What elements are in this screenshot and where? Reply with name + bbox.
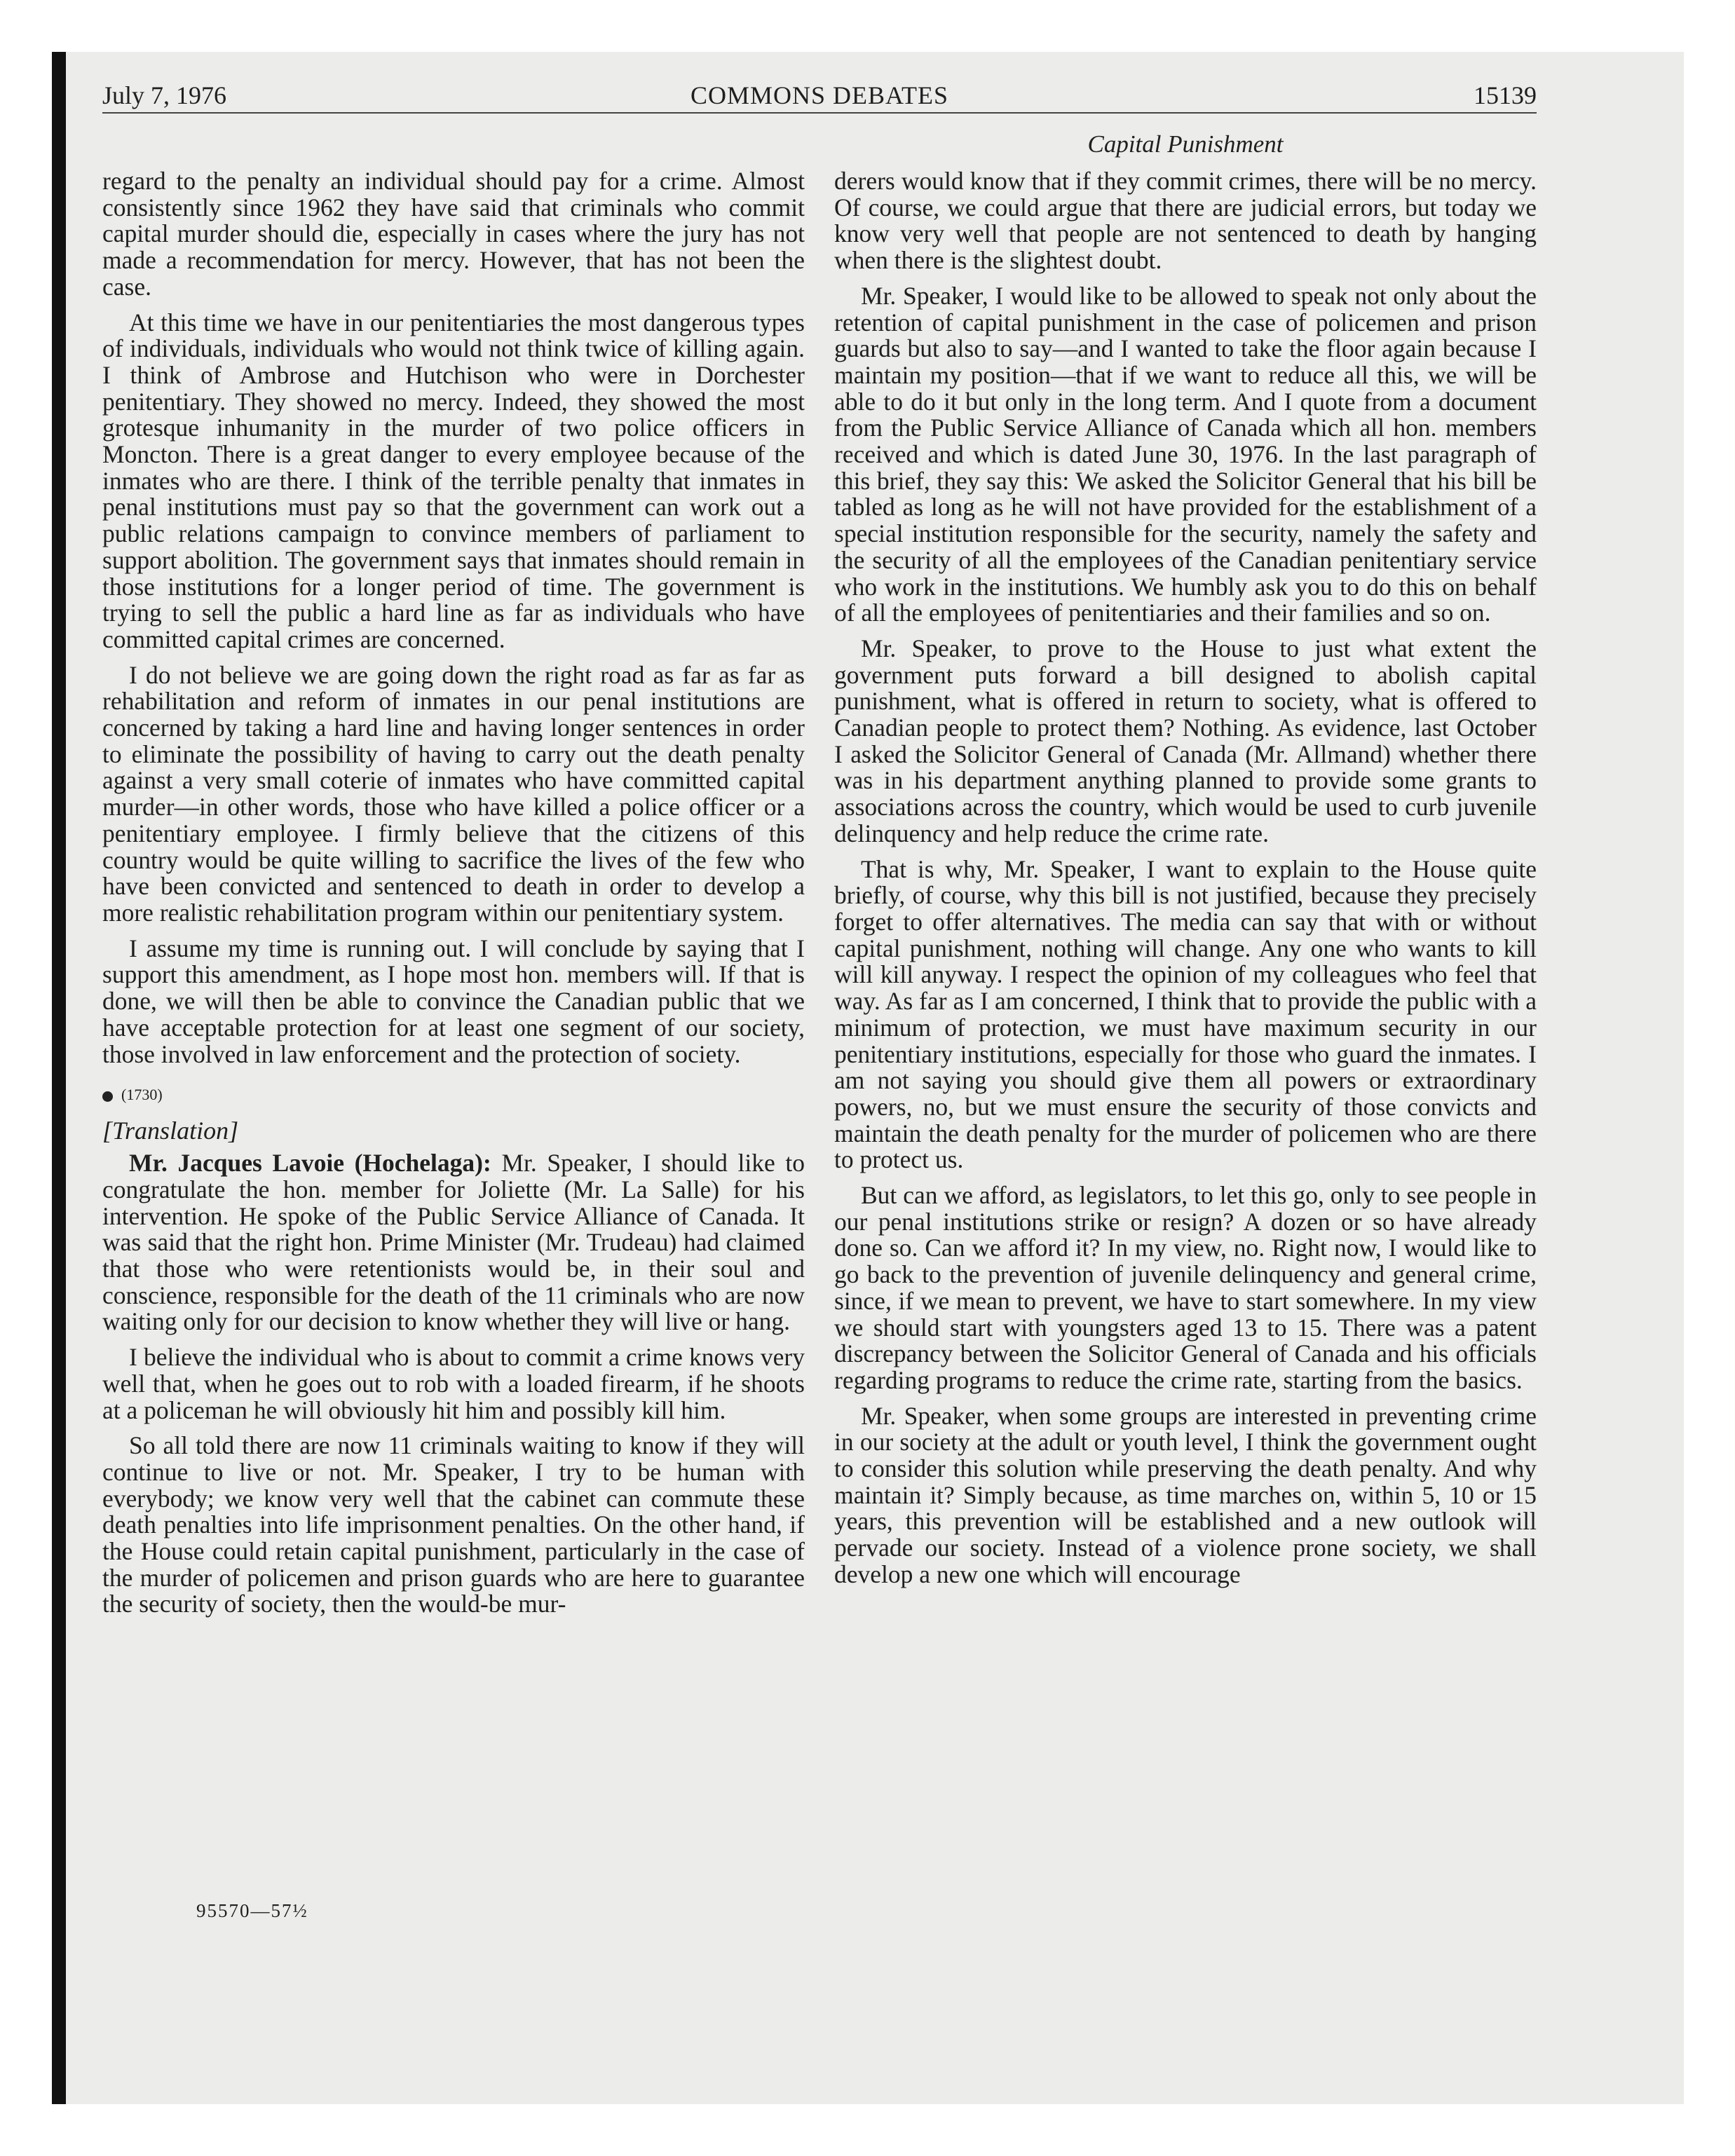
paragraph: Mr. Speaker, when some groups are interested in preventing crime in our society at the adult or youth level, I think the government ought to consider this solution while preserving the death penalty. And why maintain it? Simply because, as time marches on, within 5, 10 or 15 years, this prevention will be established and a new outlook will pervade our society. Instead of a violence prone society, we shall develop a new one which will encourage [834, 1401, 1537, 1588]
paragraph: I believe the individual who is about to commit a crime knows very well that, when he goes out to rob with a loaded firearm, if he shoots at a policeman he will obviously hit him and possibly kill him. [102, 1343, 805, 1424]
left-column [102, 168, 805, 1627]
paragraph: But can we afford, as legislators, to let this go, only to see people in our penal institutions strike or resign? A dozen or so have already done so. Can we afford it? In my view, no. Right now, I would like to go back to the prevention of juvenile delinquency and general crime, since, if we mean to prevent, we have to start somewhere. In my view we should start with youngsters aged 13 to 15. There was a patent discrepancy between the Solicitor General of Canada and his officials regarding programs to reduce the crime rate, starting from the basics. [834, 1181, 1537, 1394]
right-column [834, 168, 1537, 1597]
speaker-paragraph [102, 1150, 805, 1335]
paragraph: Mr. Speaker, I would like to be allowed to speak not only about the retention of capital punishment in the case of policemen and prison guards but also to say—and I wanted to take the floor again because I maintain my position—that if we want to reduce all this, we will be able to do it but only in the long term. And I quote from a document from the Public Service Alliance of Canada which all hon. members received and which is dated June 30, 1976. In the last paragraph of this brief, they say this: We asked the Solicitor General that his bill be tabled as long as he will not have provided for the establishment of a special institution responsible for the security, namely the safety and the security of all the employees of the Canadian penitentiary service who work in the institutions. We humbly ask you to do this on behalf of all the employees of penitentiaries and their families and so on. [834, 281, 1537, 627]
time-marker [102, 1084, 805, 1105]
header-page-number: 15139 [1474, 81, 1537, 109]
paragraph: I do not believe we are going down the right road as far as far as rehabilitation and reform of inmates in our penal institutions are concerned by taking a hard line and having longer sentences in order to eliminate the possibility of having to carry out the death penalty against a very small coterie of inmates who have committed capital murder—in other words, those who have killed a police officer or a penitentiary employee. I firmly believe that the citizens of this country would be quite willing to sacrifice the lives of the few who have been convicted and sentenced to death in order to develop a more realistic rehabilitation program within our penitentiary system. [102, 660, 805, 927]
translation-label: [Translation] [102, 1117, 239, 1145]
paragraph: So all told there are now 11 criminals waiting to know if they will continue to live or not. Mr. Speaker, I try to be human with everybody; we know very well that the cabinet can commute these death penalties into life imprisonment penalties. On the other hand, if the House could retain capital punishment, particularly in the case of the murder of policemen and prison guards who are here to guarantee the security of society, then the would-be mur- [102, 1431, 805, 1618]
paragraph: derers would know that if they commit crimes, there will be no mercy. Of course, we could argue that there are judicial errors, but today we know very well that people are not sentenced to death by hanging when there is the slightest doubt. [834, 167, 1537, 275]
time-marker-label: (1730) [121, 1086, 163, 1104]
header-title: COMMONS DEBATES [690, 81, 949, 109]
footer-code: 95570—57½ [196, 1900, 308, 1921]
speaker-name: Mr. Jacques Lavoie (Hochelaga): [129, 1149, 491, 1178]
paragraph: Mr. Speaker, to prove to the House to just what extent the government puts forward a bill designed to abolish capital punishment, what is offered in return to society, what is offered to Canadian people to protect them? Nothing. As evidence, last October I asked the Solicitor General of Canada (Mr. Allmand) whether there was in his department anything planned to provide some grants to associations across the country, which would be used to curb juvenile delinquency and help reduce the crime rate. [834, 634, 1537, 847]
speaker-text: Mr. Speaker, I should like to congratulate the hon. member for Joliette (Mr. La Salle) for his intervention. He spoke of the Public Service Alliance of Canada. It was said that the right hon. Prime Minister (Mr. Trudeau) had claimed that those who were retentionists would be, in their soul and conscience, responsible for the death of the 11 criminals who are now waiting only for our decision to know whether they will live or hang. [102, 1149, 805, 1336]
paragraph: I assume my time is running out. I will conclude by saying that I support this amendment, as I hope most hon. members will. If that is done, we will then be able to convince the Canadian public that we have acceptable protection for at least one segment of our society, those involved in law enforcement and the protection of society. [102, 934, 805, 1068]
paragraph: regard to the penalty an individual should pay for a crime. Almost consistently since 1962 they have said that criminals who commit capital murder should die, especially in cases where the jury has not made a recommendation for mercy. However, that has not been the case. [102, 167, 805, 301]
header-rule [102, 112, 1537, 114]
subject-heading: Capital Punishment [1087, 130, 1284, 158]
paragraph: At this time we have in our penitentiaries the most dangerous types of individuals, individuals who would not think twice of killing again. I think of Ambrose and Hutchison who were in Dorchester penitentiary. They showed no mercy. Indeed, they showed the most grotesque inhumanity in the murder of two police officers in Moncton. There is a great danger to every employee because of the inmates who are there. I think of the terrible penalty that inmates in penal institutions must pay so that the government can work out a public relations campaign to convince members of parliament to support abolition. The government says that inmates should remain in those institutions for a longer period of time. The government is trying to sell the public a hard line as far as individuals who have committed capital crimes are concerned. [102, 308, 805, 653]
scan-edge-shadow [52, 52, 66, 2104]
bullet-icon [102, 1091, 113, 1102]
page-header [102, 79, 1537, 112]
header-date: July 7, 1976 [102, 81, 227, 109]
paragraph: That is why, Mr. Speaker, I want to explain to the House quite briefly, of course, why this bill is not justified, because they precisely forget to offer alternatives. The media can say that with or without capital punishment, nothing will change. Any one who wants to kill will kill anyway. I respect the opinion of my colleagues who feel that way. As far as I am concerned, I think that to provide the public with a minimum of protection, we must have maximum security in our penitentiary institutions, especially for those who guard the inmates. I am not saying you should give them all powers or extraordinary powers, no, but we must ensure the security of those convicts and maintain the death penalty for the murder of policemen who are there to protect us. [834, 854, 1537, 1174]
